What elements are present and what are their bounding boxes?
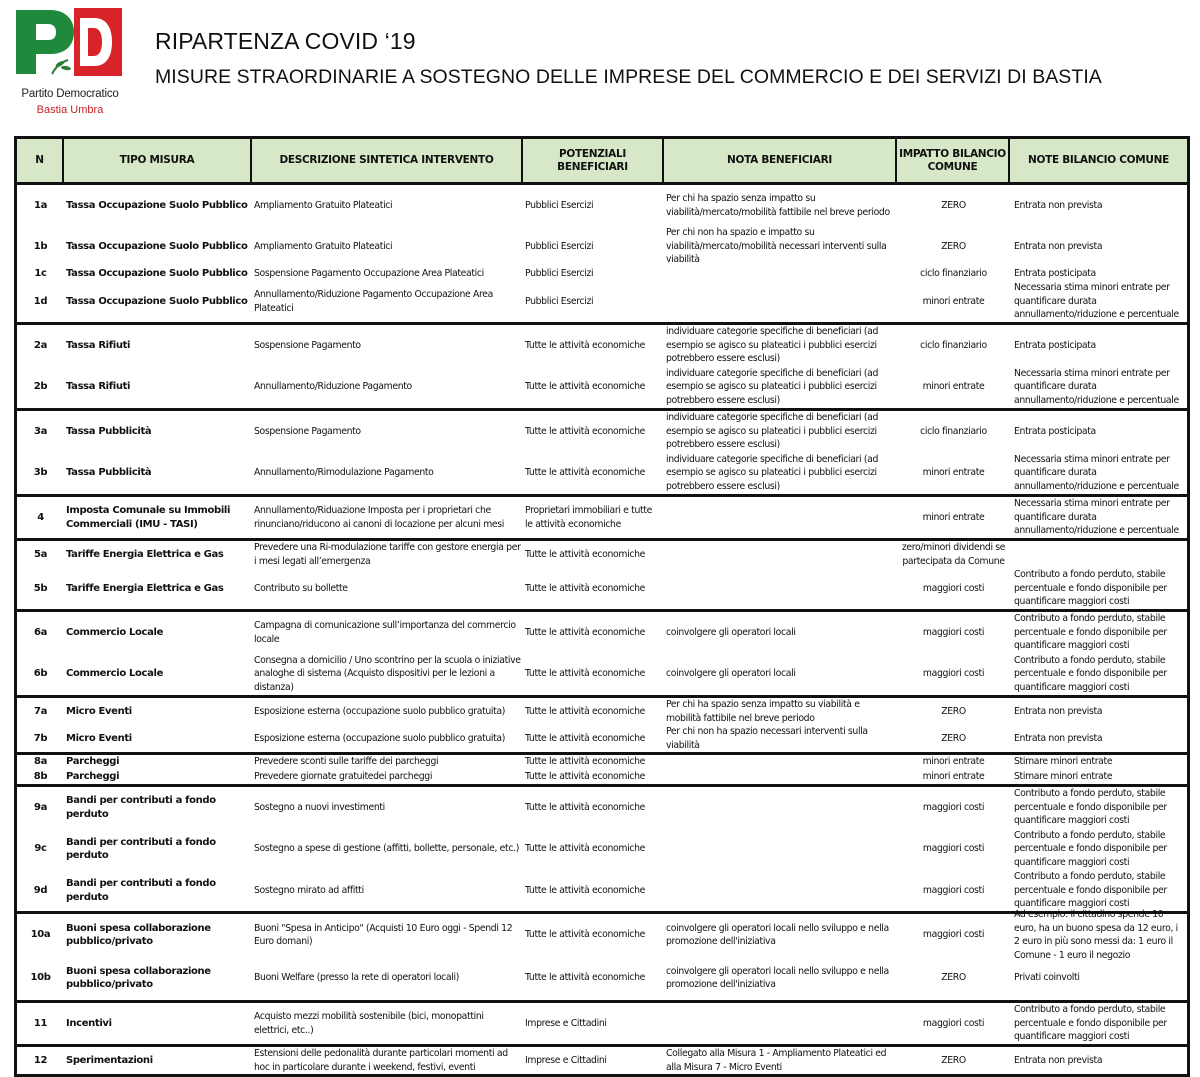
descrizione-cell: Prevedere giornate gratuitedei parcheggi <box>254 770 433 782</box>
row-number-cell: 2b <box>33 381 48 393</box>
descrizione-cell: Buoni "Spesa in Anticipo" (Acquisti 10 Euro oggi - Spendi 12 Euro domani) <box>254 922 513 947</box>
nota-beneficiari-cell: individuare categorie specifiche di beneficiari (ad esempio se agisco su plateatici i pubblici esercizi potrebbero essere esclusi) <box>666 367 879 406</box>
row-number-cell: 8b <box>33 770 48 782</box>
table-row <box>17 787 1187 828</box>
nota-beneficiari-cell: Per chi ha spazio senza impatto su viabilità/mercato/mobilità fattibile nel breve periodo <box>666 193 890 218</box>
tipo-misura-cell: Micro Eventi <box>66 705 132 717</box>
potenziali-beneficiari-cell: Tutte le attività economiche <box>525 756 645 768</box>
tipo-misura-cell: Commercio Locale <box>66 668 163 680</box>
tipo-misura-cell: Incentivi <box>66 1017 112 1029</box>
potenziali-beneficiari-cell: Tutte le attività economiche <box>525 801 645 813</box>
impatto-bilancio-cell: ciclo finanziario <box>920 268 987 280</box>
table-row <box>17 725 1187 752</box>
nota-beneficiari-cell: coinvolgere gli operatori locali <box>666 626 796 638</box>
row-number-cell: 9a <box>33 801 47 813</box>
tipo-misura-cell: Sperimentazioni <box>66 1054 153 1066</box>
tipo-misura-cell: Tassa Occupazione Suolo Pubblico <box>66 268 248 280</box>
row-number-cell: 3b <box>33 467 48 479</box>
tipo-misura-cell: Parcheggi <box>66 756 120 768</box>
party-logo <box>14 8 126 116</box>
potenziali-beneficiari-cell: Imprese e Cittadini <box>525 1054 607 1066</box>
nota-beneficiari-cell: Per chi non ha spazio e impatto su viabilità/mercato/mobilità necessari interventi sulla viabilità <box>666 227 887 266</box>
table-row <box>17 653 1187 695</box>
note-bilancio-cell: Necessaria stima minori entrate per quantificare durata annullamento/riduzione e percentuale <box>1014 453 1179 492</box>
table-row <box>17 452 1187 494</box>
table-row <box>17 497 1187 538</box>
potenziali-beneficiari-cell: Tutte le attività economiche <box>525 929 645 941</box>
note-bilancio-cell: Necessaria stima minori entrate per quantificare durata annullamento/riduzione e percentuale <box>1014 498 1179 537</box>
tipo-misura-cell: Bandi per contributi a fondo perduto <box>66 795 216 820</box>
table-row <box>17 909 1187 961</box>
impatto-bilancio-cell: maggiori costi <box>922 582 985 594</box>
row-number-cell: 3a <box>33 425 47 437</box>
table-row <box>17 612 1187 653</box>
impatto-bilancio-cell: maggiori costi <box>922 1017 985 1029</box>
tipo-misura-cell: Tassa Occupazione Suolo Pubblico <box>66 199 248 211</box>
descrizione-cell: Sospensione Pagamento <box>254 339 361 351</box>
column-header-note-bilancio: NOTE BILANCIO COMUNE <box>1028 154 1169 166</box>
tipo-misura-cell: Tariffe Energia Elettrica e Gas <box>66 548 224 560</box>
descrizione-cell: Prevedere sconti sulle tariffe dei parcheggi <box>254 756 439 768</box>
tipo-misura-cell: Tassa Occupazione Suolo Pubblico <box>66 295 248 307</box>
measure-group <box>17 411 1187 497</box>
impatto-bilancio-cell: maggiori costi <box>922 929 985 941</box>
descrizione-cell: Acquisto mezzi mobilità sostenibile (bici, monopattini elettrici, etc..) <box>254 1011 484 1036</box>
measure-group <box>17 497 1187 541</box>
descrizione-cell: Estensioni delle pedonalità durante particolari momenti ad hoc in particolare durante i weekend, festivi, eventi <box>254 1048 508 1073</box>
row-number-cell: 11 <box>33 1017 48 1029</box>
descrizione-cell: Annullamento/Riduzione Pagamento Occupazione Area Plateatici <box>254 289 494 314</box>
tipo-misura-cell: Buoni spesa collaborazione pubblico/privato <box>66 965 211 990</box>
row-number-cell: 1d <box>33 295 48 307</box>
table-row <box>17 769 1187 784</box>
table-body <box>17 185 1187 1074</box>
measure-group <box>17 787 1187 914</box>
note-bilancio-cell: Entrata non prevista <box>1014 240 1103 252</box>
note-bilancio-cell: Contributo a fondo perduto, stabile percentuale e fondo disponibile per quantificare maggiori costi <box>1014 1004 1167 1043</box>
descrizione-cell: Ampliamento Gratuito Plateatici <box>254 199 393 211</box>
tipo-misura-cell: Tassa Pubblicità <box>66 425 152 437</box>
impatto-bilancio-cell: minori entrate <box>922 381 985 393</box>
tipo-misura-cell: Commercio Locale <box>66 626 163 638</box>
table-row <box>17 267 1187 281</box>
measure-group <box>17 612 1187 698</box>
row-number-cell: 10a <box>30 929 51 941</box>
page-title: RIPARTENZA COVID ‘19 <box>155 28 416 54</box>
impatto-bilancio-cell: ZERO <box>941 240 966 252</box>
note-bilancio-cell: Entrata non prevista <box>1014 705 1103 717</box>
table-row <box>17 541 1187 568</box>
tipo-misura-cell: Tassa Rifiuti <box>66 381 131 393</box>
impatto-bilancio-cell: ZERO <box>941 972 966 984</box>
potenziali-beneficiari-cell: Tutte le attività economiche <box>525 770 645 782</box>
row-number-cell: 5a <box>33 548 47 560</box>
measure-group <box>17 1047 1187 1074</box>
impatto-bilancio-cell: maggiori costi <box>922 626 985 638</box>
impatto-bilancio-cell: ZERO <box>941 732 966 744</box>
impatto-bilancio-cell: minori entrate <box>922 770 985 782</box>
row-number-cell: 7a <box>33 705 47 717</box>
impatto-bilancio-cell: minori entrate <box>922 295 985 307</box>
potenziali-beneficiari-cell: Pubblici Esercizi <box>525 295 594 307</box>
potenziali-beneficiari-cell: Pubblici Esercizi <box>525 240 594 252</box>
potenziali-beneficiari-cell: Tutte le attività economiche <box>525 582 645 594</box>
descrizione-cell: Esposizione esterna (occupazione suolo pubblico gratuita) <box>254 732 506 744</box>
note-bilancio-cell: Entrata non prevista <box>1014 732 1103 744</box>
party-city: Bastia Umbra <box>36 104 104 116</box>
note-bilancio-cell: Contributo a fondo perduto, stabile percentuale e fondo disponibile per quantificare maggiori costi <box>1014 871 1167 910</box>
nota-beneficiari-cell: coinvolgere gli operatori locali nello sviluppo e nella promozione dell'iniziativa <box>666 965 889 990</box>
potenziali-beneficiari-cell: Tutte le attività economiche <box>525 626 645 638</box>
note-bilancio-cell: Privati coinvolti <box>1014 972 1080 984</box>
impatto-bilancio-cell: ZERO <box>941 705 966 717</box>
note-bilancio-cell: Contributo a fondo perduto, stabile percentuale e fondo disponibile per quantificare maggiori costi <box>1014 569 1167 608</box>
measure-group <box>17 698 1187 755</box>
row-number-cell: 9d <box>33 884 48 896</box>
measure-group <box>17 325 1187 411</box>
nota-beneficiari-cell: coinvolgere gli operatori locali nello sviluppo e nella promozione dell'iniziativa <box>666 922 889 947</box>
impatto-bilancio-cell: ZERO <box>941 1054 966 1066</box>
potenziali-beneficiari-cell: Tutte le attività economiche <box>525 732 645 744</box>
tipo-misura-cell: Tassa Rifiuti <box>66 339 131 351</box>
impatto-bilancio-cell: zero/minori dividendi se partecipata da Comune <box>901 542 1006 567</box>
impatto-bilancio-cell: maggiori costi <box>922 668 985 680</box>
row-number-cell: 2a <box>33 339 47 351</box>
descrizione-cell: Sospensione Pagamento Occupazione Area Plateatici <box>254 268 484 280</box>
measure-group <box>17 755 1187 787</box>
descrizione-cell: Ampliamento Gratuito Plateatici <box>254 240 393 252</box>
impatto-bilancio-cell: ciclo finanziario <box>920 339 987 351</box>
nota-beneficiari-cell: Per chi non ha spazio necessari interventi sulla viabilità <box>666 726 868 751</box>
note-bilancio-cell: Stimare minori entrate <box>1014 756 1113 768</box>
table-row <box>17 411 1187 452</box>
note-bilancio-cell: Entrata posticipata <box>1014 425 1096 437</box>
measure-group <box>17 909 1187 1003</box>
note-bilancio-cell: Necessaria stima minori entrate per quantificare durata annullamento/riduzione e percentuale <box>1014 282 1179 321</box>
note-bilancio-cell: Contributo a fondo perduto, stabile percentuale e fondo disponibile per quantificare maggiori costi <box>1014 654 1167 693</box>
potenziali-beneficiari-cell: Tutte le attività economiche <box>525 972 645 984</box>
note-bilancio-cell: Entrata posticipata <box>1014 339 1096 351</box>
table-row <box>17 755 1187 769</box>
tipo-misura-cell: Tassa Occupazione Suolo Pubblico <box>66 240 248 252</box>
column-header-tipo-misura: TIPO MISURA <box>64 139 252 182</box>
impatto-bilancio-cell: minori entrate <box>922 756 985 768</box>
note-bilancio-cell: Ad esempio: il cittadino spende 10 euro, ha un buono spesa da 12 euro, i 2 euro in più sono messi da: 1 euro il Comune - 1 euro il negozio <box>1014 909 1178 961</box>
nota-beneficiari-cell: Per chi ha spazio senza impatto su viabilità e mobilità fattibile nel breve periodo <box>666 699 860 724</box>
measure-group <box>17 185 1187 325</box>
table-row <box>17 281 1187 322</box>
table-row <box>17 568 1187 609</box>
potenziali-beneficiari-cell: Tutte le attività economiche <box>525 705 645 717</box>
note-bilancio-cell: Contributo a fondo perduto, stabile percentuale e fondo disponibile per quantificare maggiori costi <box>1014 788 1167 827</box>
table-row <box>17 366 1187 408</box>
potenziali-beneficiari-cell: Tutte le attività economiche <box>525 381 645 393</box>
descrizione-cell: Esposizione esterna (occupazione suolo pubblico gratuita) <box>254 705 506 717</box>
potenziali-beneficiari-cell: Tutte le attività economiche <box>525 548 645 560</box>
table-row <box>17 828 1187 870</box>
potenziali-beneficiari-cell: Tutte le attività economiche <box>525 668 645 680</box>
column-header-descrizione: DESCRIZIONE SINTETICA INTERVENTO <box>252 139 523 182</box>
note-bilancio-cell: Stimare minori entrate <box>1014 770 1113 782</box>
potenziali-beneficiari-cell: Pubblici Esercizi <box>525 268 594 280</box>
tipo-misura-cell: Bandi per contributi a fondo perduto <box>66 836 216 861</box>
measure-group <box>17 1003 1187 1047</box>
row-number-cell: 12 <box>33 1054 48 1066</box>
descrizione-cell: Sostegno a spese di gestione (affitti, bollette, personale, etc.) <box>254 843 519 855</box>
table-row <box>17 1047 1187 1074</box>
row-number-cell: 6b <box>33 668 48 680</box>
tipo-misura-cell: Tariffe Energia Elettrica e Gas <box>66 582 224 594</box>
impatto-bilancio-cell: minori entrate <box>922 511 985 523</box>
measures-table <box>14 136 1190 1077</box>
row-number-cell: 5b <box>33 582 48 594</box>
tipo-misura-cell: Tassa Pubblicità <box>66 467 152 479</box>
table-header <box>17 139 1187 185</box>
row-number-cell: 8a <box>33 756 47 768</box>
table-row <box>17 1003 1187 1044</box>
descrizione-cell: Annullamento/Riduazione Imposta per i proprietari che rinunciano/riducono ai canoni di locazione per alcuni mesi <box>254 505 505 530</box>
potenziali-beneficiari-cell: Tutte le attività economiche <box>525 884 645 896</box>
potenziali-beneficiari-cell: Pubblici Esercizi <box>525 199 594 211</box>
descrizione-cell: Contributo su bollette <box>254 582 348 594</box>
note-bilancio-cell: Entrata non prevista <box>1014 199 1103 211</box>
nota-beneficiari-cell: Collegato alla Misura 1 - Ampliamento Plateatici ed alla Misura 7 - Micro Eventi <box>666 1048 887 1073</box>
column-header-potenziali-beneficiari: POTENZIALI BENEFICIARI <box>523 139 664 182</box>
tipo-misura-cell: Parcheggi <box>66 770 120 782</box>
potenziali-beneficiari-cell: Tutte le attività economiche <box>525 339 645 351</box>
table-row <box>17 956 1187 1000</box>
nota-beneficiari-cell: coinvolgere gli operatori locali <box>666 668 796 680</box>
table-row <box>17 870 1187 911</box>
row-number-cell: 9c <box>34 843 47 855</box>
descrizione-cell: Consegna a domicilio / Uno scontrino per la scuola o iniziative analoghe di sistema (Acquisto dispositivi per le lezioni a distanza) <box>254 654 521 693</box>
table-row <box>17 325 1187 366</box>
tipo-misura-cell: Micro Eventi <box>66 732 132 744</box>
table-row <box>17 185 1187 226</box>
pd-logo-icon <box>16 8 122 76</box>
descrizione-cell: Sostegno a nuovi investimenti <box>254 801 385 813</box>
row-number-cell: 1a <box>33 199 47 211</box>
nota-beneficiari-cell: individuare categorie specifiche di beneficiari (ad esempio se agisco su plateatici i pubblici esercizi potrebbero essere esclusi) <box>666 412 879 451</box>
tipo-misura-cell: Imposta Comunale su Immobili Commerciali (IMU - TASI) <box>66 505 231 530</box>
note-bilancio-cell: Necessaria stima minori entrate per quantificare durata annullamento/riduzione e percentuale <box>1014 367 1179 406</box>
row-number-cell: 10b <box>30 972 51 984</box>
descrizione-cell: Prevedere una Ri-modulazione tariffe con gestore energia per i mesi legati all’emergenza <box>254 542 521 567</box>
column-header-nota-beneficiari: NOTA BENEFICIARI <box>664 139 897 182</box>
column-header-impatto-bilancio: IMPATTO BILANCIO COMUNE <box>897 139 1010 182</box>
impatto-bilancio-cell: minori entrate <box>922 467 985 479</box>
impatto-bilancio-cell: maggiori costi <box>922 884 985 896</box>
measure-group <box>17 541 1187 612</box>
table-row <box>17 698 1187 725</box>
impatto-bilancio-cell: maggiori costi <box>922 843 985 855</box>
potenziali-beneficiari-cell: Tutte le attività economiche <box>525 843 645 855</box>
tipo-misura-cell: Bandi per contributi a fondo perduto <box>66 878 216 903</box>
tipo-misura-cell: Buoni spesa collaborazione pubblico/privato <box>66 922 211 947</box>
descrizione-cell: Campagna di comunicazione sull’importanza del commercio locale <box>254 620 516 645</box>
row-number-cell: 1b <box>33 240 48 252</box>
descrizione-cell: Sostegno mirato ad affitti <box>254 884 364 896</box>
party-name: Partito Democratico <box>21 88 119 100</box>
impatto-bilancio-cell: ciclo finanziario <box>920 425 987 437</box>
note-bilancio-cell: Entrata non prevista <box>1014 1054 1103 1066</box>
note-bilancio-cell: Contributo a fondo perduto, stabile percentuale e fondo disponibile per quantificare maggiori costi <box>1014 613 1167 652</box>
descrizione-cell: Annullamento/Rimodulazione Pagamento <box>254 467 434 479</box>
descrizione-cell: Buoni Welfare (presso la rete di operatori locali) <box>254 972 460 984</box>
column-header-n: N <box>17 139 64 182</box>
row-number-cell: 7b <box>33 732 48 744</box>
potenziali-beneficiari-cell: Imprese e Cittadini <box>525 1017 607 1029</box>
table-row <box>17 226 1187 267</box>
row-number-cell: 4 <box>37 511 44 523</box>
nota-beneficiari-cell: individuare categorie specifiche di beneficiari (ad esempio se agisco su plateatici i pubblici esercizi potrebbero essere esclusi) <box>666 453 879 492</box>
potenziali-beneficiari-cell: Tutte le attività economiche <box>525 425 645 437</box>
row-number-cell: 1c <box>34 268 47 280</box>
descrizione-cell: Annullamento/Riduzione Pagamento <box>254 381 412 393</box>
note-bilancio-cell: Contributo a fondo perduto, stabile percentuale e fondo disponibile per quantificare maggiori costi <box>1014 829 1167 868</box>
impatto-bilancio-cell: maggiori costi <box>922 801 985 813</box>
row-number-cell: 6a <box>33 626 47 638</box>
descrizione-cell: Sospensione Pagamento <box>254 425 361 437</box>
note-bilancio-cell: Entrata posticipata <box>1014 268 1096 280</box>
potenziali-beneficiari-cell: Proprietari immobiliari e tutte le attività economiche <box>525 505 652 530</box>
potenziali-beneficiari-cell: Tutte le attività economiche <box>525 467 645 479</box>
page-subtitle: MISURE STRAORDINARIE A SOSTEGNO DELLE IMPRESE DEL COMMERCIO E DEI SERVIZI DI BASTIA <box>155 66 1102 88</box>
impatto-bilancio-cell: ZERO <box>941 199 966 211</box>
nota-beneficiari-cell: individuare categorie specifiche di beneficiari (ad esempio se agisco su plateatici i pubblici esercizi potrebbero essere esclusi) <box>666 326 879 365</box>
